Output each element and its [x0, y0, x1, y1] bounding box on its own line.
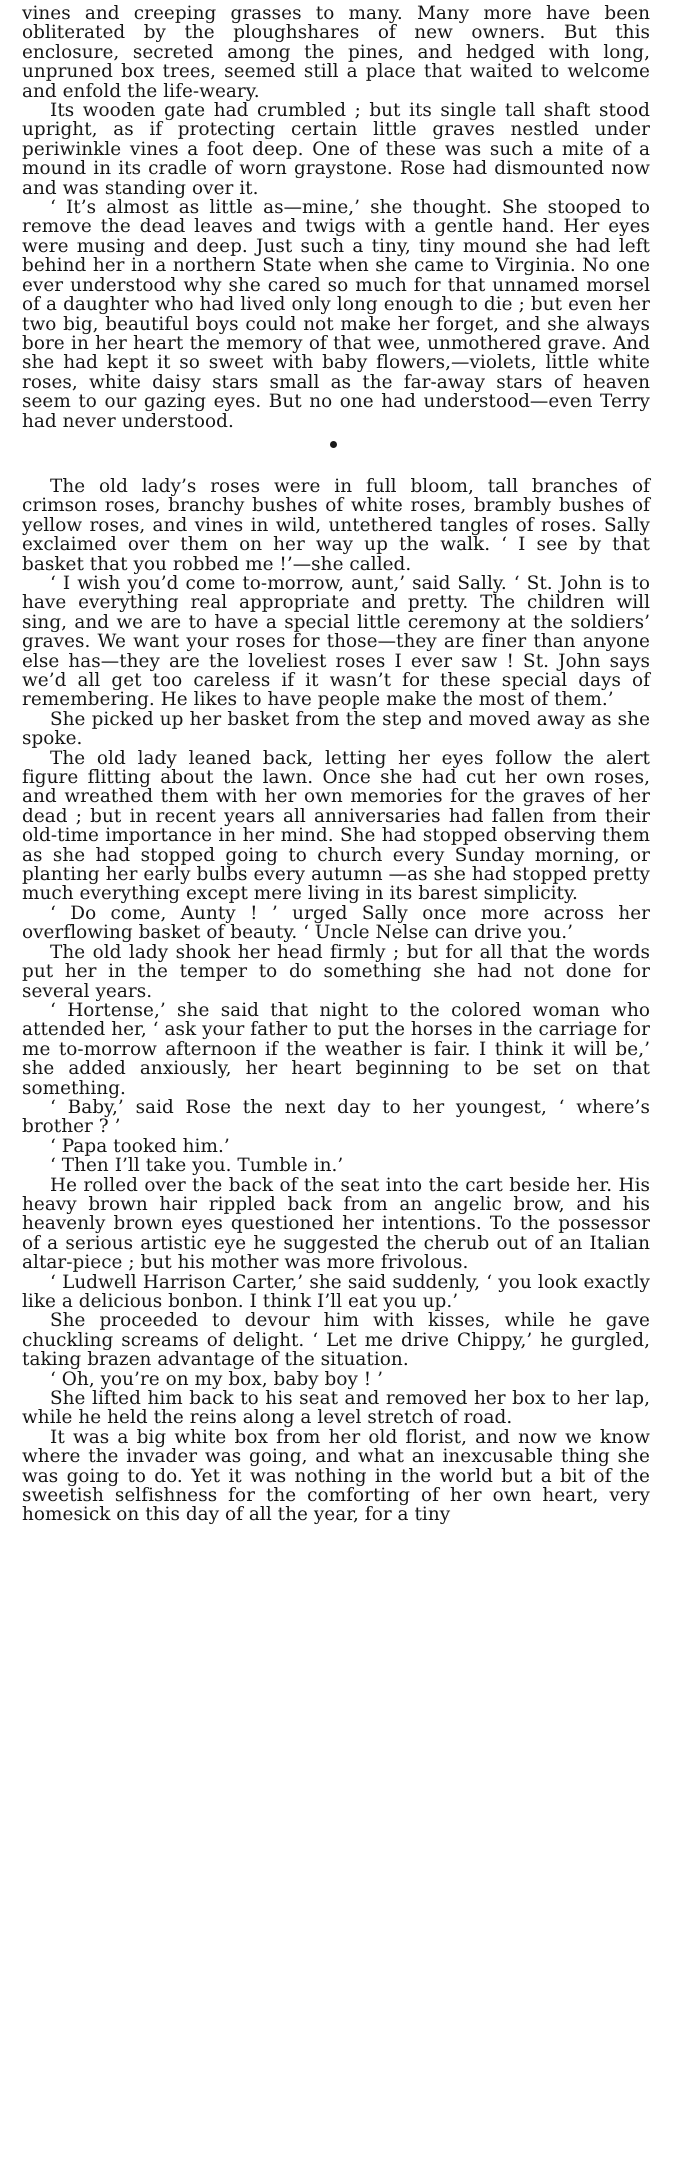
paragraph: Its wooden gate had crumbled ; but its single tall shaft stood upright, as if protecting certain little graves nestled under periwinkle vines a foot deep. One of these was such a mite of a mound in its cradle of worn graystone. Rose had dismounted now and was standing over it.: [22, 100, 650, 199]
paragraph: ‘ I wish you’d come to-morrow, aunt,’ said Sally. ‘ St. John is to have everything real appropriate and pretty. The children will sing, and we are to have a special little ceremony at the soldiers’ graves. We want your roses for those—they are finer than anyone else has—they are the loveliest roses I ever saw ! St. John says we’d all get too careless if it wasn’t for these special days of remembering. He likes to have people make the most of them.’: [22, 572, 650, 711]
paragraph: ‘ Oh, you’re on my box, baby boy ! ’: [50, 1368, 384, 1390]
paragraph: ‘ Baby,’ said Rose the next day to her youngest, ‘ where’s brother ? ’: [22, 1096, 650, 1138]
paragraph: ‘ Papa tooked him.’: [50, 1135, 230, 1157]
paragraph: It was a big white box from her old florist, and now we know where the invader was going, and what an inexcusable thing she was going to do. Yet it was nothing in the world but a bit of the sweetish selfishness for the comforting of her own heart, very homesick on this day of all the year, for a tiny: [22, 1426, 650, 1526]
paragraph: She proceeded to devour him with kisses, while he gave chuckling screams of delight. ‘ Let me drive Chippy,’ he gurgled, taking brazen advantage of the situation.: [22, 1310, 650, 1371]
paragraph: ‘ Then I’ll take you. Tumble in.’: [50, 1155, 344, 1177]
paragraph: The old lady’s roses were in full bloom, tall branches of crimson roses, branchy bushes of white roses, brambly bushes of yellow roses, and vines in wild, untethered tangles of roses. Sally exclaimed over them on her way up the walk. ‘ I see by that basket that you robbed me !’—she called.: [22, 475, 650, 575]
paragraph: vines and creeping grasses to many. Many more have been obliterated by the ploughshares of new owners. But this enclosure, secreted among the pines, and hedged with long, unpruned box trees, seemed still a place that waited to welcome and enfold the life-weary.: [22, 3, 650, 102]
paragraph: ‘ It’s almost as little as—mine,’ she thought. She stooped to remove the dead leaves and twigs with a gentle hand. Her eyes were musing and deep. Just such a tiny, tiny mound she had left behind her in a northern State when she came to Virginia. No one ever understood why she cared so much for that unnamed morsel of a daughter who had lived only long enough to die ; but even her two big, beautiful boys could not make her forget, and she always bore in her heart the memory of that wee, unmothered grave. And she had kept it so sweet with baby flowers,—violets, little white roses, white daisy stars small as the far-away stars of heaven seem to our gazing eyes. But no one had understood—even Terry had never understood.: [22, 197, 650, 432]
paragraph: ‘ Ludwell Harrison Carter,’ she said suddenly, ‘ you look exactly like a delicious bonbon. I think I’ll eat you up.’: [22, 1271, 650, 1312]
paragraph: ‘ Do come, Aunty ! ’ urged Sally once more across her overflowing basket of beauty. ‘ Uncle Nelse can drive you.’: [22, 902, 650, 944]
paragraph: She lifted him back to his seat and removed her box to her lap, while he held the reins along a level stretch of road.: [22, 1388, 650, 1429]
paragraph: The old lady shook her head firmly ; but for all that the words put her in the temper to do something she had not done for several years.: [22, 941, 650, 1002]
paragraph: She picked up her basket from the step and moved away as she spoke.: [22, 708, 650, 750]
paragraph: ‘ Hortense,’ she said that night to the colored woman who attended her, ‘ ask your father to put the horses in the carriage for me to-morrow afternoon if the weather is fair. I think it will be,’ she added anxiously, her heart beginning to be set on that something.: [22, 999, 650, 1099]
divider-dot-icon: [330, 441, 337, 448]
section-divider: [22, 431, 650, 477]
paragraph: He rolled over the back of the seat into the cart beside her. His heavy brown hair rippled back from an angelic brow, and his heavenly brown eyes questioned her intentions. To the possessor of a serious artistic eye he suggested the cherub out of an Italian altar-piece ; but his mother was more frivolous.: [22, 1174, 650, 1274]
paragraph: The old lady leaned back, letting her eyes follow the alert figure flitting about the lawn. Once she had cut her own roses, and wreathed them with her own memories for the graves of her dead ; but in recent years all anniversaries had fallen from their old-time importance in her mind. She had stopped observing them as she had stopped going to church every Sunday morning, or planting her early bulbs every autumn —as she had stopped pretty much everything except mere living in its barest simplicity.: [22, 747, 650, 905]
